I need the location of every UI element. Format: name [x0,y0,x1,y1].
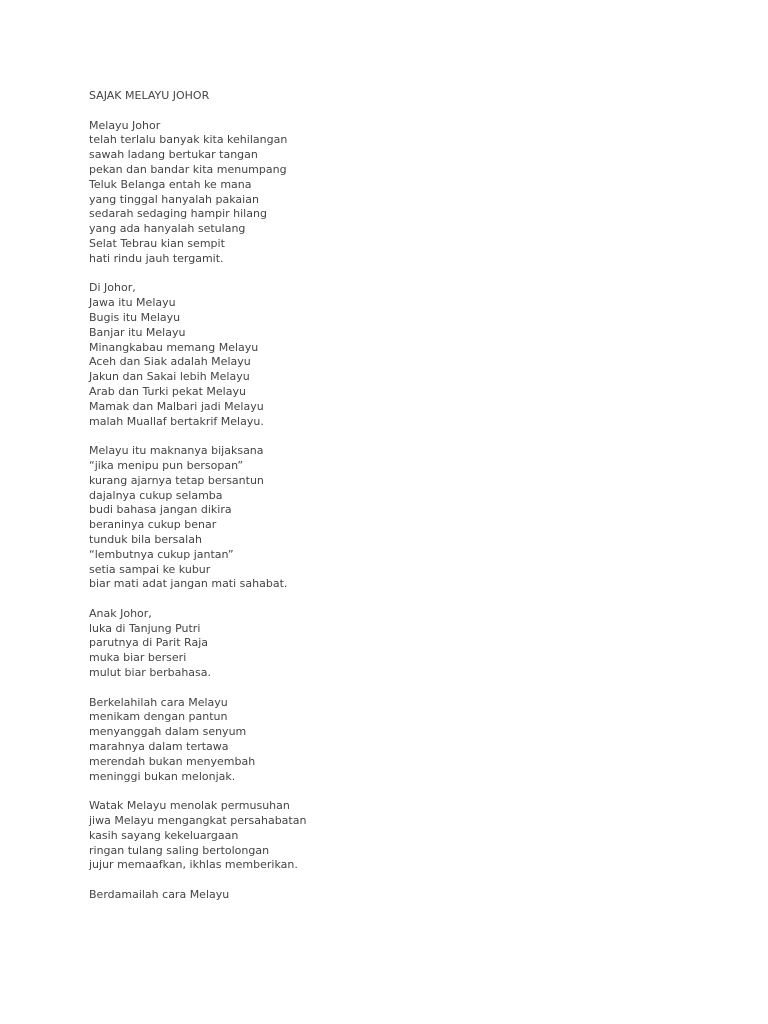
poem-line: dajalnya cukup selamba [89,488,223,502]
poem-line: meninggi bukan melonjak. [89,769,236,783]
poem-line: kasih sayang kekeluargaan [89,828,239,842]
poem-line: Selat Tebrau kian sempit [89,236,225,250]
poem-line: jiwa Melayu mengangkat persahabatan [89,814,307,828]
poem-line: marahnya dalam tertawa [89,740,229,754]
poem-line: Melayu Johor [89,118,161,132]
poem-stanza [89,607,729,681]
poem-line: Di Johor, [89,281,136,295]
poem-line: kurang ajarnya tetap bersantun [89,473,264,487]
poem-line: Minangkabau memang Melayu [89,340,259,354]
poem-line: Mamak dan Malbari jadi Melayu [89,399,264,413]
poem-line: parutnya di Parit Raja [89,636,208,650]
poem-stanza [89,119,729,267]
poem-line: Jakun dan Sakai lebih Melayu [89,370,250,384]
poem-body [89,119,729,903]
poem-line: sawah ladang bertukar tangan [89,148,258,162]
poem-line: Anak Johor, [89,606,152,620]
poem-stanza [89,799,729,873]
poem-line: telah terlalu banyak kita kehilangan [89,133,288,147]
poem-line: muka biar berseri [89,651,187,665]
poem-line: Arab dan Turki pekat Melayu [89,384,246,398]
poem-line: Berdamailah cara Melayu [89,888,230,902]
poem-stanza [89,281,729,429]
poem-line: menyanggah dalam senyum [89,725,247,739]
poem-line: Watak Melayu menolak permusuhan [89,799,290,813]
poem-stanza [89,888,729,903]
poem-line: yang ada hanyalah setulang [89,222,246,236]
poem-line: Banjar itu Melayu [89,325,186,339]
poem-line: tunduk bila bersalah [89,532,202,546]
poem-line: yang tinggal hanyalah pakaian [89,192,259,206]
poem-line: biar mati adat jangan mati sahabat. [89,577,288,591]
poem-line: merendah bukan menyembah [89,754,256,768]
poem-line: ringan tulang saling bertolongan [89,843,270,857]
poem-line: jujur memaafkan, ikhlas memberikan. [89,858,298,872]
poem-line: Aceh dan Siak adalah Melayu [89,355,251,369]
poem-line: beraninya cukup benar [89,518,217,532]
poem-line: luka di Tanjung Putri [89,621,201,635]
poem-line: sedarah sedaging hampir hilang [89,207,267,221]
poem-line: mulut biar berbahasa. [89,666,211,680]
poem-line: menikam dengan pantun [89,710,228,724]
poem-line: malah Muallaf bertakrif Melayu. [89,414,264,428]
poem-line: Melayu itu maknanya bijaksana [89,444,264,458]
poem-line: budi bahasa jangan dikira [89,503,232,517]
poem-stanza [89,444,729,592]
poem-line: “jika menipu pun bersopan” [89,458,244,472]
poem-line: Bugis itu Melayu [89,310,181,324]
poem-line: pekan dan bandar kita menumpang [89,162,287,176]
poem-line: Teluk Belanga entah ke mana [89,177,252,191]
poem-line: Berkelahilah cara Melayu [89,695,228,709]
document-page [89,89,729,918]
poem-line: setia sampai ke kubur [89,562,211,576]
poem-line: hati rindu jauh tergamit. [89,251,224,265]
poem-title: SAJAK MELAYU JOHOR [89,89,210,102]
poem-line: “lembutnya cukup jantan” [89,547,234,561]
poem-line: Jawa itu Melayu [89,296,176,310]
poem-stanza [89,696,729,785]
